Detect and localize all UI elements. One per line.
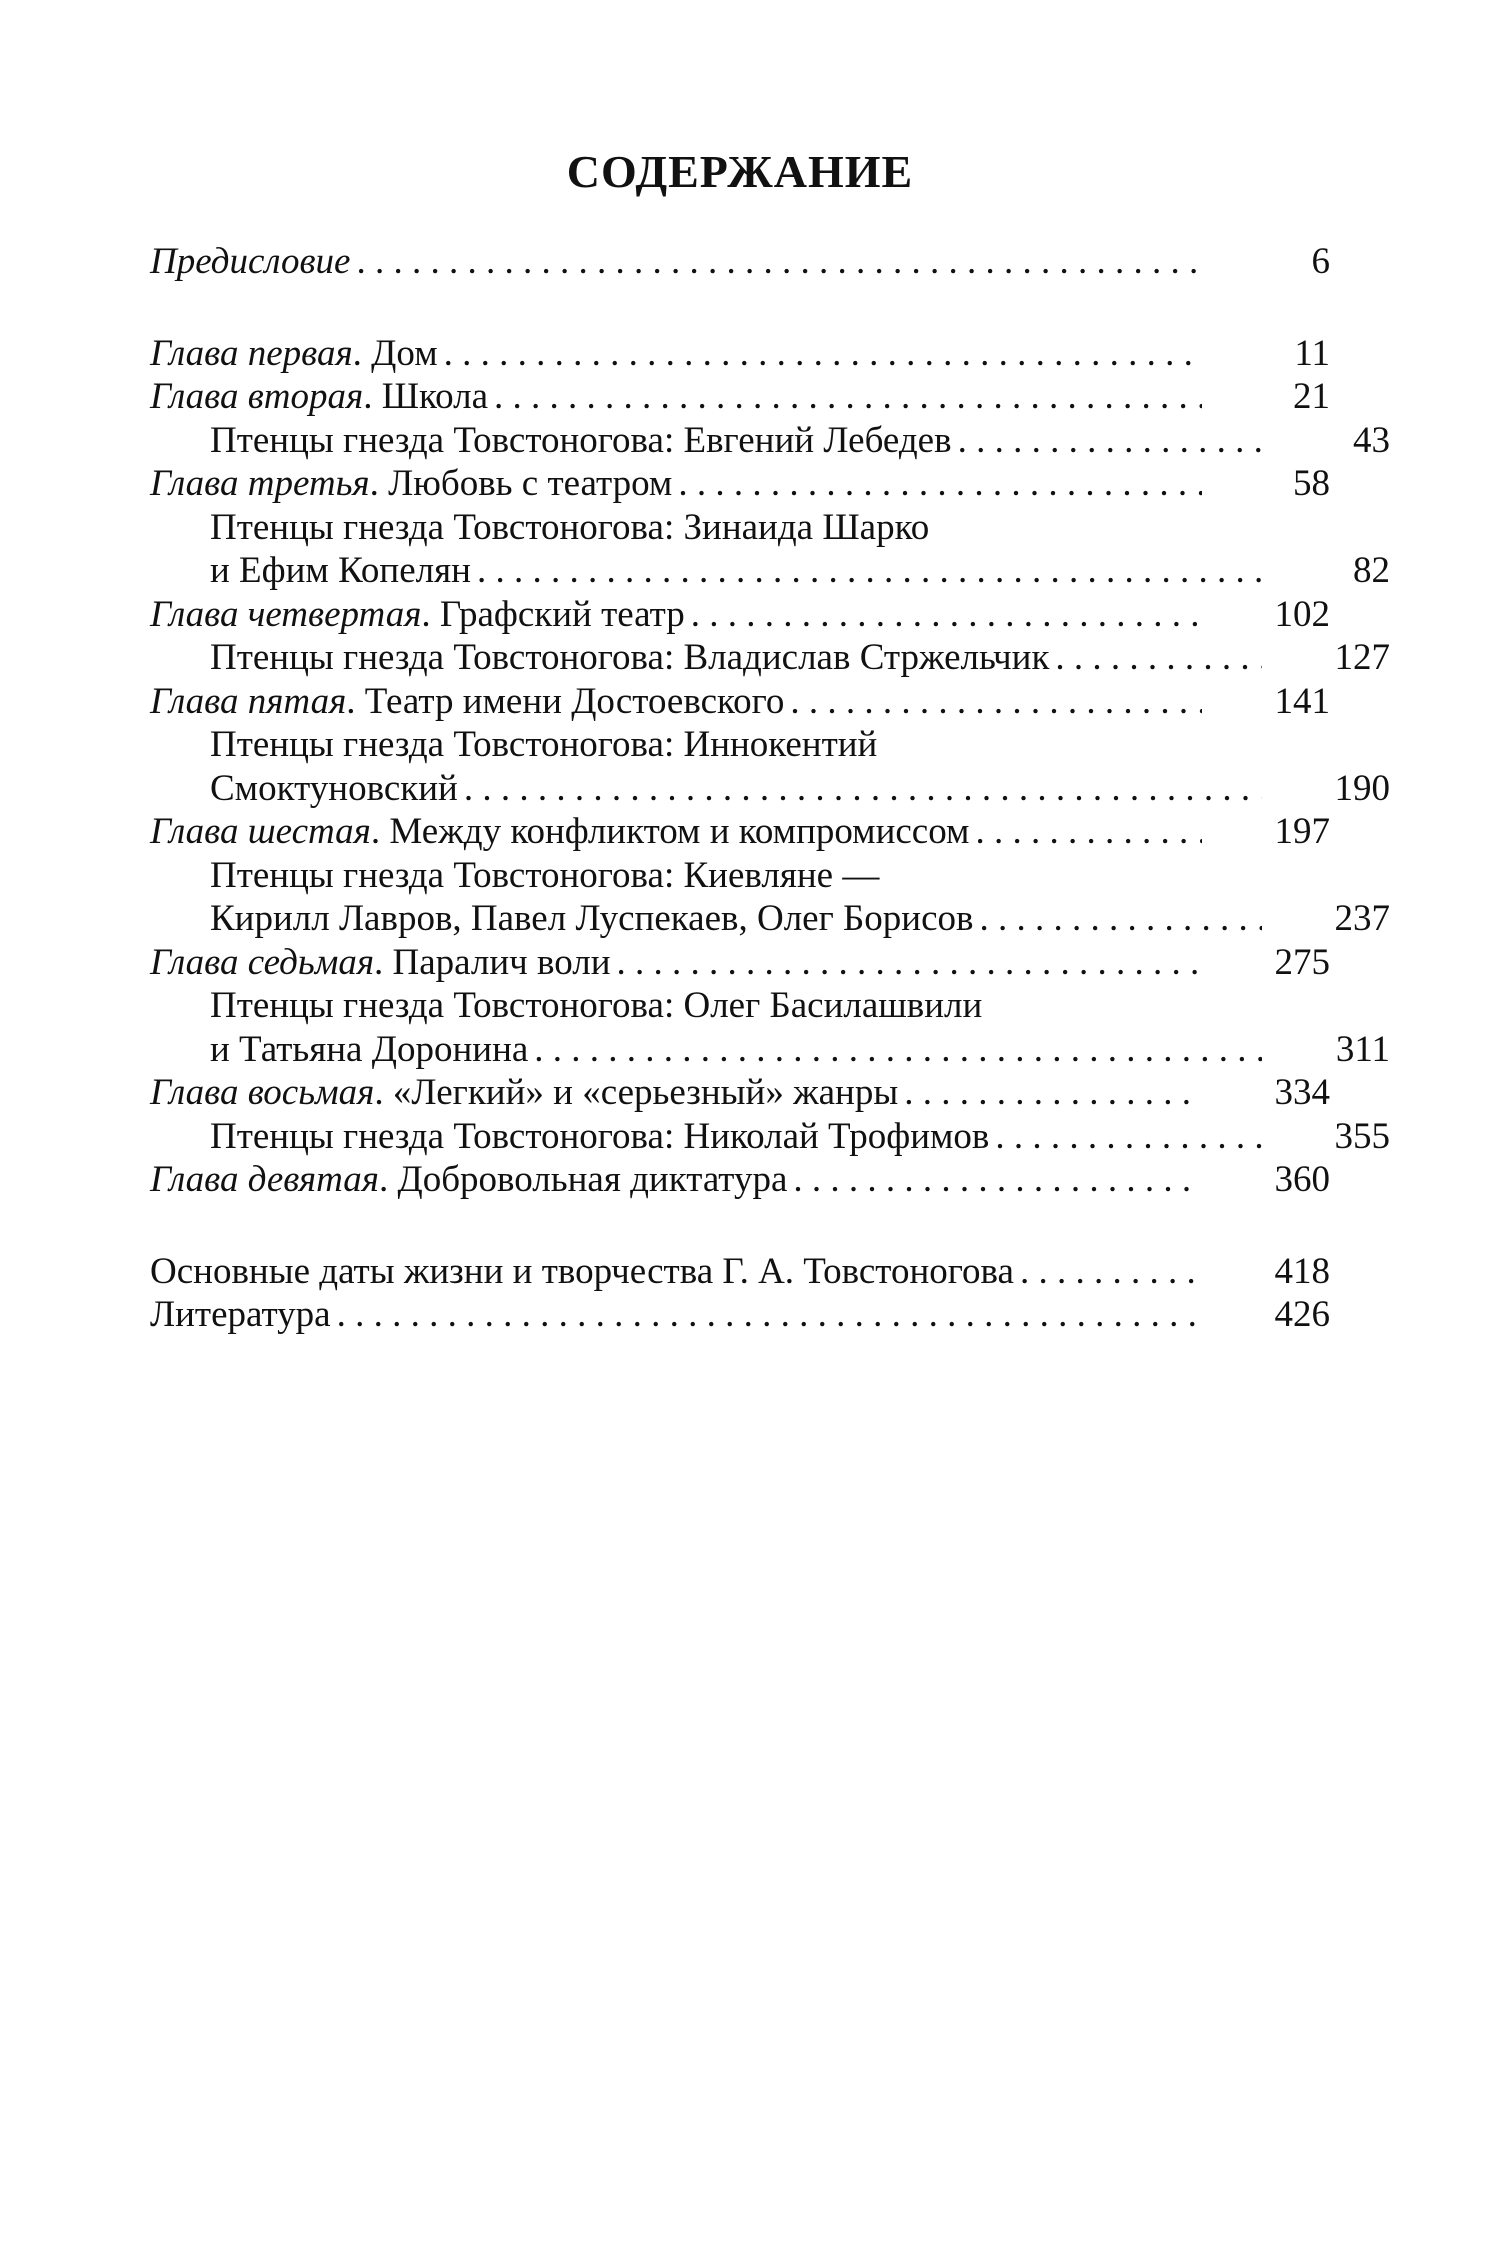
- section-title-line2: Смоктуновский: [210, 767, 458, 809]
- page-number: 58: [1293, 463, 1330, 504]
- page-number: 197: [1274, 811, 1330, 852]
- dot-leader: [678, 462, 1202, 506]
- toc-entry-chapter: [150, 1158, 1330, 1202]
- chapter-label: Глава третья: [150, 463, 370, 504]
- page-number: 426: [1274, 1294, 1330, 1335]
- dot-leader: [793, 1158, 1202, 1202]
- chapter-title: . Театр имени Достоевского: [346, 680, 785, 722]
- toc-entry-chapter: [150, 593, 1330, 637]
- toc-entry-section: [150, 549, 1390, 593]
- dot-leader: [904, 1071, 1202, 1115]
- dot-leader: [790, 680, 1202, 724]
- page-number: 190: [1334, 767, 1390, 809]
- page-number: 43: [1353, 419, 1390, 461]
- dot-leader: [1020, 1250, 1202, 1294]
- section-title-line1: Птенцы гнезда Товстоногова: Зинаида Шарко: [210, 506, 930, 548]
- chapter-title: . «Легкий» и «серьезный» жанры: [374, 1072, 899, 1113]
- section-title-line1: Птенцы гнезда Товстоногова: Иннокентий: [210, 724, 878, 765]
- section-title-line1: Птенцы гнезда Товстоногова: Олег Басилашвили: [210, 985, 983, 1026]
- appendix-title: Основные даты жизни и творчества Г. А. Товстоногова: [150, 1250, 1014, 1292]
- page-number: 11: [1294, 332, 1330, 374]
- spacer: [150, 284, 1330, 332]
- toc-entry-chapter: [150, 375, 1330, 419]
- chapter-label: Глава четвертая: [150, 593, 422, 635]
- toc-entry-section: [150, 897, 1390, 941]
- dot-leader: [337, 1293, 1202, 1337]
- page-number: 355: [1334, 1115, 1390, 1157]
- chapter-title: . Школа: [363, 376, 489, 417]
- dot-leader: [464, 767, 1262, 811]
- section-title: Птенцы гнезда Товстоногова: Владислав Стржельчик: [210, 637, 1050, 678]
- chapter-label: Глава вторая: [150, 376, 364, 417]
- section-title-line2: и Ефим Копелян: [210, 550, 471, 591]
- toc-entry-chapter: [150, 462, 1330, 506]
- toc-entry-section: [150, 1028, 1390, 1072]
- page-number: 127: [1334, 637, 1390, 678]
- toc-entry-chapter: [150, 941, 1330, 985]
- section-title-line2: и Татьяна Доронина: [210, 1028, 529, 1070]
- dot-leader: [356, 240, 1202, 284]
- chapter-label: Глава девятая: [150, 1159, 379, 1200]
- toc-entry-chapter: [150, 680, 1330, 724]
- page-number: 141: [1274, 680, 1330, 722]
- dot-leader: [979, 897, 1262, 941]
- toc-entry-appendix: [150, 1250, 1330, 1294]
- dot-leader: [958, 419, 1262, 463]
- page-number: 360: [1274, 1159, 1330, 1200]
- dot-leader: [444, 332, 1202, 376]
- preface-label: Предисловие: [150, 241, 351, 282]
- dot-leader: [691, 593, 1202, 637]
- chapter-title: . Добровольная диктатура: [378, 1159, 788, 1200]
- table-of-contents: [150, 240, 1390, 1337]
- page-title: СОДЕРЖАНИЕ: [566, 146, 914, 197]
- chapter-label: Глава седьмая: [150, 941, 375, 983]
- toc-entry-section: [150, 636, 1390, 680]
- page-number: 82: [1353, 550, 1390, 591]
- dot-leader: [995, 1115, 1262, 1159]
- toc-entry-section: [150, 419, 1390, 463]
- section-title: Птенцы гнезда Товстоногова: Евгений Лебедев: [210, 419, 952, 461]
- toc-entry-chapter: [150, 810, 1330, 854]
- page-number: 6: [1311, 241, 1330, 282]
- dot-leader: [534, 1028, 1262, 1072]
- page-number: 334: [1274, 1072, 1330, 1113]
- toc-entry-chapter: [150, 1071, 1330, 1115]
- chapter-title: . Паралич воли: [374, 941, 611, 983]
- dot-leader: [617, 941, 1202, 985]
- section-title: Птенцы гнезда Товстоногова: Николай Трофимов: [210, 1115, 990, 1157]
- dot-leader: [975, 810, 1202, 854]
- dot-leader: [477, 549, 1262, 593]
- toc-entry-section: [150, 767, 1390, 811]
- page-number: 275: [1274, 941, 1330, 983]
- dot-leader: [1055, 636, 1262, 680]
- page-number: 21: [1293, 376, 1330, 417]
- chapter-label: Глава шестая: [150, 811, 371, 852]
- toc-entry-preface: [150, 240, 1330, 284]
- chapter-label: Глава восьмая: [150, 1072, 375, 1113]
- toc-entry-chapter: [150, 332, 1330, 376]
- page-number: 102: [1274, 593, 1330, 635]
- chapter-title: . Графский театр: [421, 593, 685, 635]
- chapter-label: Глава пятая: [150, 680, 347, 722]
- spacer: [150, 1202, 1330, 1250]
- section-title-line1: Птенцы гнезда Товстоногова: Киевляне —: [210, 854, 880, 896]
- dot-leader: [494, 375, 1202, 419]
- page-number: 237: [1334, 898, 1390, 939]
- chapter-label: Глава первая: [150, 332, 353, 374]
- toc-entry-appendix: [150, 1293, 1330, 1337]
- chapter-title: . Любовь с театром: [369, 463, 673, 504]
- chapter-title: . Между конфликтом и компромиссом: [370, 811, 970, 852]
- chapter-title: . Дом: [352, 332, 438, 374]
- page-number: 418: [1274, 1250, 1330, 1292]
- section-title-line2: Кирилл Лавров, Павел Луспекаев, Олег Борисов: [210, 898, 974, 939]
- toc-entry-section: [150, 1115, 1390, 1159]
- page-number: 311: [1335, 1028, 1390, 1070]
- appendix-title: Литература: [150, 1294, 331, 1335]
